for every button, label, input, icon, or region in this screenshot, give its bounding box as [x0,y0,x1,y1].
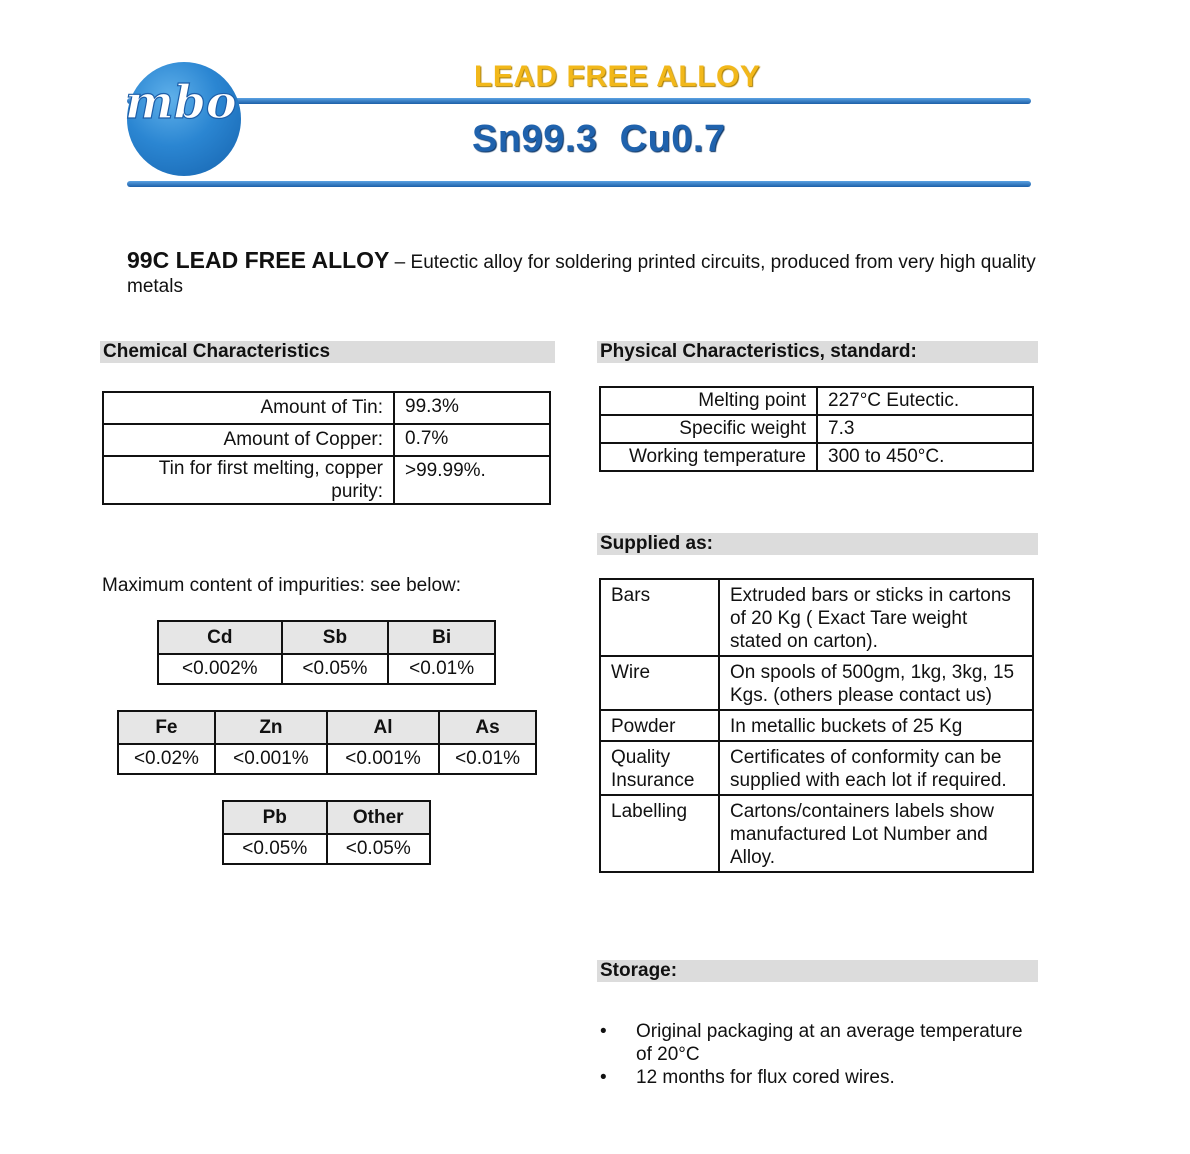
alloy-formula: Sn99.3 Cu0.7 [472,118,726,160]
impurity-value: <0.05% [223,834,327,864]
table-row [103,392,550,424]
table-row [223,834,430,864]
phys-label: Melting point [600,387,817,415]
impurity-header: Cd [158,621,282,654]
storage-item-text: 12 months for flux cored wires. [636,1067,895,1088]
table-row [600,443,1033,471]
chem-label: Amount of Tin: [103,392,394,424]
supplied-label: Wire [600,656,719,710]
supplied-label: Labelling [600,795,719,872]
chemical-heading: Chemical Characteristics [100,341,555,363]
phys-value: 227°C Eutectic. [817,387,1033,415]
physical-heading: Physical Characteristics, standard: [597,341,1038,363]
intro-paragraph [127,248,1037,299]
impurity-header: Pb [223,801,327,834]
impurity-value: <0.001% [327,744,439,774]
chem-value: >99.99%. [394,456,550,504]
chem-label: Amount of Copper: [103,424,394,456]
physical-table [599,386,1034,472]
table-row [600,741,1033,795]
table-row [158,654,495,684]
table-row [118,744,536,774]
impurity-value: <0.02% [118,744,215,774]
supplied-heading: Supplied as: [597,533,1038,555]
header-rule-bottom [127,181,1031,187]
bullet-icon: • [600,1021,607,1042]
impurity-header: Al [327,711,439,744]
supplied-value: Extruded bars or sticks in cartons of 20 Kg ( Exact Tare weight stated on carton). [719,579,1033,656]
impurity-header: Other [327,801,431,834]
supplied-table [599,578,1034,873]
table-row [600,710,1033,741]
bullet-icon: • [600,1067,607,1088]
phys-value: 300 to 450°C. [817,443,1033,471]
table-row [103,456,550,504]
table-row [103,424,550,456]
storage-item-text: Original packaging at an average temperature of 20°C [636,1021,1023,1065]
impurity-header: As [439,711,536,744]
intro-text: – Eutectic alloy for soldering printed circuits, produced from very high quality metals [127,252,1036,297]
table-row [600,656,1033,710]
chem-label: Tin for first melting, copper purity: [103,456,394,504]
table-row [600,415,1033,443]
list-item [600,1066,1040,1089]
table-row [600,387,1033,415]
impurity-header: Fe [118,711,215,744]
supplied-value: Cartons/containers labels show manufactured Lot Number and Alloy. [719,795,1033,872]
table-row [600,795,1033,872]
header-title: LEAD FREE ALLOY [474,60,761,93]
impurities-table-2 [117,710,537,775]
chem-value: 99.3% [394,392,550,424]
impurity-header: Bi [388,621,495,654]
supplied-label: Quality Insurance [600,741,719,795]
impurity-value: <0.01% [388,654,495,684]
supplied-label: Powder [600,710,719,741]
impurity-value: <0.001% [215,744,327,774]
phys-label: Working temperature [600,443,817,471]
impurity-value: <0.05% [327,834,431,864]
impurity-value: <0.05% [282,654,389,684]
table-row [600,579,1033,656]
chem-value: 0.7% [394,424,550,456]
phys-value: 7.3 [817,415,1033,443]
chemical-table [102,391,551,505]
logo-text: mbo [125,75,237,129]
supplied-label: Bars [600,579,719,656]
impurity-header: Zn [215,711,327,744]
table-header-row [223,801,430,834]
list-item [600,1020,1040,1066]
supplied-value: On spools of 500gm, 1kg, 3kg, 15 Kgs. (others please contact us) [719,656,1033,710]
supplied-value: Certificates of conformity can be supplied with each lot if required. [719,741,1033,795]
supplied-value: In metallic buckets of 25 Kg [719,710,1033,741]
impurities-table-3 [222,800,431,865]
table-header-row [158,621,495,654]
impurity-header: Sb [282,621,389,654]
mbo-logo [127,62,241,176]
impurity-value: <0.002% [158,654,282,684]
impurities-table-1 [157,620,496,685]
storage-list [600,1020,1040,1089]
header-rule-top [127,98,1031,104]
impurity-value: <0.01% [439,744,536,774]
storage-heading: Storage: [597,960,1038,982]
impurities-caption: Maximum content of impurities: see below: [102,575,462,596]
intro-lead: 99C LEAD FREE ALLOY [127,247,390,273]
phys-label: Specific weight [600,415,817,443]
table-header-row [118,711,536,744]
